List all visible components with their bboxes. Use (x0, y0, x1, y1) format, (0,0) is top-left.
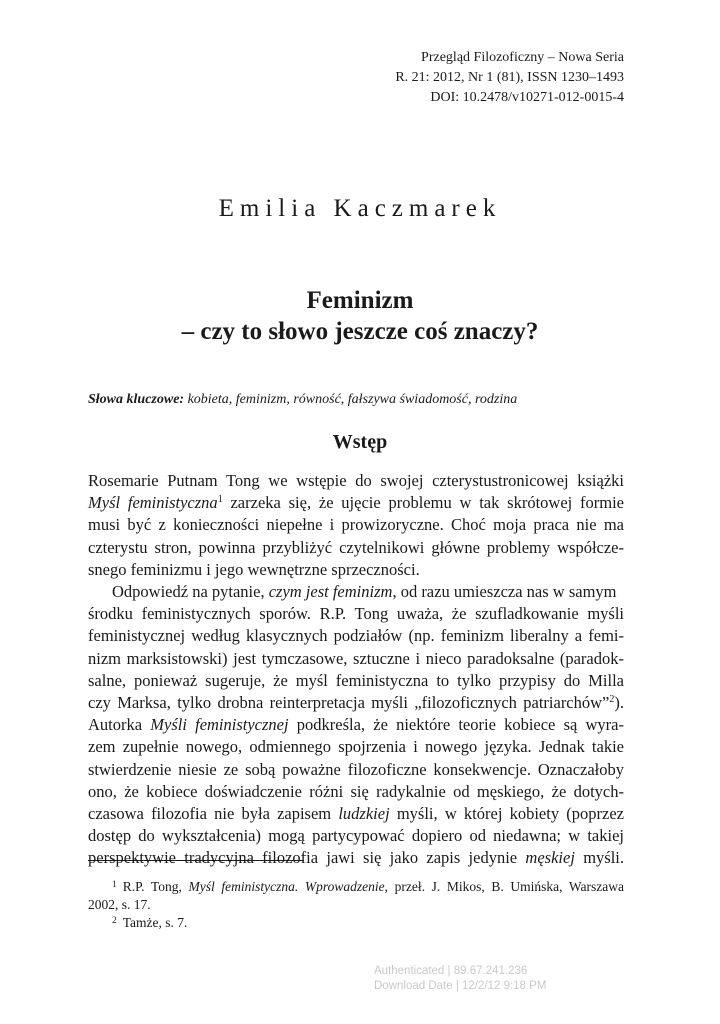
italic-text: Myśli feministycznej (150, 715, 289, 735)
text-line: salne, ponieważ sugeruje, że myśl feministyczna to tylko przypisy do Milla (88, 670, 624, 690)
journal-header (395, 48, 624, 108)
footnote-ref: 1 (217, 494, 223, 506)
text-line: nizm marksistowski) jest tymczasowe, sztuczne i nieco paradoksalne (paradok- (88, 648, 624, 668)
footnote-1 (88, 878, 624, 896)
text-segment: Odpowiedź na pytanie, (112, 582, 269, 602)
text-line (88, 692, 624, 714)
italic-text: czym jest feminizm (268, 582, 393, 602)
italic-text: Myśl feministyczna. Wprowadzenie (188, 879, 385, 894)
text-line: stwierdzenie niesie ze sobą poważne filozoficzne konsekwencje. Oznaczałoby (88, 759, 624, 779)
text-segment: myśli, w której kobiety (poprzez (389, 804, 624, 824)
author-name: Emilia Kaczmarek (218, 195, 502, 222)
text-segment: ). (614, 693, 624, 713)
title-line-2: – czy to słowo jeszcze coś znaczy? (181, 318, 539, 345)
italic-text: ludzkiej (338, 804, 390, 824)
text-line: musi być z konieczności niepełne i prowizoryczne. Choć moja praca nie ma (88, 515, 624, 535)
text-line: Rosemarie Putnam Tong we wstępie do swojej czterystustronicowej książki (88, 471, 624, 490)
text-segment: zarzeka się, że ujęcie problemu w tak skrótowej formie (222, 493, 625, 513)
text-segment: , od razu umieszcza nas w samym (392, 582, 617, 602)
paragraph-1 (88, 470, 624, 581)
footnotes (88, 878, 624, 932)
journal-doi: DOI: 10.2478/v10271-012-0015-4 (430, 90, 624, 105)
section-heading: Wstęp (332, 431, 388, 453)
text-line (88, 492, 624, 514)
footnote-2 (88, 914, 624, 932)
footnote-ref: 2 (609, 694, 615, 706)
keywords-label: Słowa kluczowe: (88, 392, 185, 407)
footnote-1-continued: 2002, s. 17. (88, 897, 151, 912)
title-line-1: Feminizm (306, 287, 414, 314)
italic-text: Myśl feministyczna (88, 493, 218, 513)
text-line (88, 847, 624, 869)
body-text (88, 470, 624, 870)
text-segment: perspektywie tradycyjna filozofia jawi się jako zapis jedynie (88, 848, 526, 868)
article-title (0, 285, 720, 347)
text-segment: R.P. Tong, (122, 879, 189, 894)
text-segment: czy Marksa, tylko drobna reinterpretacja myśli „filozoficznych patriarchów” (88, 693, 610, 713)
italic-text: męskiej (525, 848, 575, 868)
text-line (88, 803, 624, 825)
text-line: ono, że kobiece doświadczenie różni się radykalnie od męskiego, że dotych- (88, 781, 624, 801)
download-watermark (374, 964, 546, 994)
text-line (88, 714, 624, 736)
footnote-number: 2 (112, 916, 117, 926)
text-segment: czasowa filozofia nie była zapisem (88, 804, 339, 824)
text-segment: podkreśla, że niektóre teorie kobiece są wyra- (288, 715, 624, 735)
watermark-auth: Authenticated | 89.67.241.236 (374, 965, 528, 977)
keywords (88, 391, 517, 409)
text-segment: Autorka (88, 715, 151, 735)
watermark-date: Download Date | 12/2/12 9:18 PM (374, 980, 547, 992)
text-line: środku feministycznych sporów. R.P. Tong uważa, że szufladkowanie myśli (88, 604, 624, 624)
text-line: dostęp do wykształcenia) mogą partycypować dopiero od niedawna; w takiej (88, 826, 624, 846)
text-segment: myśli. (574, 848, 624, 868)
paragraph-2 (88, 581, 624, 870)
keywords-text: kobieta, feminizm, równość, fałszywa świadomość, rodzina (187, 392, 518, 407)
text-segment: , przeł. J. Mikos, B. Umińska, Warszawa (384, 879, 624, 894)
text-line: feministycznej według klasycznych podziałów (np. feminizm liberalny a femi- (88, 626, 624, 646)
footnote-number: 1 (112, 880, 117, 890)
journal-issue: R. 21: 2012, Nr 1 (81), ISSN 1230–1493 (395, 70, 624, 85)
footnote-divider (88, 860, 304, 861)
journal-name: Przegląd Filozoficzny – Nowa Seria (421, 50, 624, 65)
text-line: czterystu stron, powinna przybliżyć czytelnikowi główne problemy współcze- (88, 537, 624, 557)
text-line (88, 581, 624, 603)
text-line: zem zupełnie nowego, odmiennego spojrzenia i nowego języka. Jednak takie (88, 737, 624, 757)
text-line: snego feminizmu i jego wewnętrzne sprzeczności. (88, 559, 420, 579)
text-segment: Tamże, s. 7. (122, 915, 188, 930)
